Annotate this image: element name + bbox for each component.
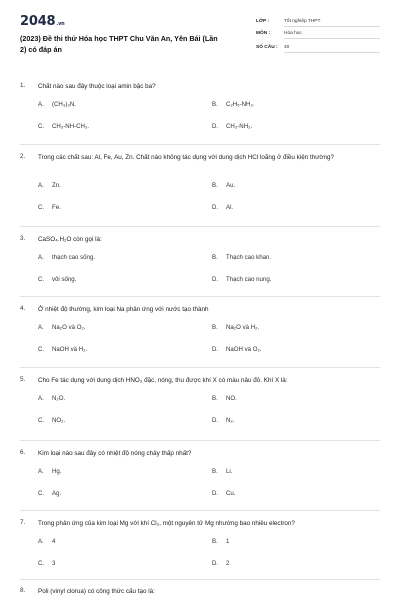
option-letter: C. bbox=[38, 346, 45, 353]
option-letter: C. bbox=[38, 560, 45, 567]
option-text: CH₃-NH₂. bbox=[226, 123, 253, 130]
option-letter: B. bbox=[212, 395, 218, 402]
question-separator bbox=[20, 579, 380, 580]
option-letter: A. bbox=[38, 468, 44, 475]
option-text: Zn. bbox=[52, 182, 61, 189]
option-letter: B. bbox=[212, 101, 218, 108]
option-letter: A. bbox=[38, 395, 44, 402]
option-text: N₂. bbox=[226, 417, 235, 424]
option-letter: C. bbox=[38, 276, 45, 283]
option-letter: C. bbox=[38, 123, 45, 130]
option-text: 1 bbox=[226, 538, 230, 545]
question-separator bbox=[20, 440, 380, 441]
option-text: NO₂. bbox=[52, 417, 66, 424]
option-text: N₂O. bbox=[52, 395, 66, 402]
option-letter: A. bbox=[38, 182, 44, 189]
option-text: Li. bbox=[226, 468, 233, 475]
option-letter: D. bbox=[212, 346, 219, 353]
option-letter: B. bbox=[212, 468, 218, 475]
option-text: Thạch cao nung. bbox=[226, 276, 272, 283]
option-text: NaOH và O₂. bbox=[226, 346, 262, 353]
meta-subject-label: MÔN : bbox=[256, 31, 271, 36]
option-letter: A. bbox=[38, 101, 44, 108]
question-text: Trong các chất sau: Al, Fe, Au, Zn. Chất nào không tác dụng với dung dịch HCl loãng ở điều kiện thường? bbox=[38, 154, 335, 161]
option-text: 3 bbox=[52, 560, 56, 567]
option-text: 4 bbox=[52, 538, 56, 545]
option-text: Al. bbox=[226, 204, 234, 211]
question-number: 2. bbox=[20, 153, 26, 160]
option-letter: C. bbox=[38, 490, 45, 497]
exam-header bbox=[0, 0, 400, 72]
option-text: vôi sống. bbox=[52, 276, 77, 283]
option-text: Fe. bbox=[52, 204, 61, 211]
option-letter: C. bbox=[38, 417, 45, 424]
option-text: 2 bbox=[226, 560, 230, 567]
option-text: NO. bbox=[226, 395, 237, 402]
option-letter: D. bbox=[212, 123, 219, 130]
meta-class-label: LỚP : bbox=[256, 19, 270, 24]
option-text: Ag. bbox=[52, 490, 62, 497]
option-text: Na₂O và H₂. bbox=[226, 324, 260, 331]
question-number: 8. bbox=[20, 587, 26, 594]
meta-count bbox=[256, 44, 380, 57]
option-text: (CH₃)₃N. bbox=[52, 101, 76, 108]
meta-count-label: SỐ CÂU : bbox=[256, 45, 278, 50]
option-text: C₂H₅-NH₂. bbox=[226, 101, 255, 108]
meta-class-value: Tốt nghiệp THPT bbox=[284, 19, 380, 27]
option-letter: B. bbox=[212, 182, 218, 189]
meta-count-value: 40 bbox=[284, 45, 380, 53]
option-text: Cu. bbox=[226, 490, 236, 497]
option-letter: D. bbox=[212, 490, 219, 497]
question-separator bbox=[20, 510, 380, 511]
option-text: Hg. bbox=[52, 468, 62, 475]
question-separator bbox=[20, 144, 380, 145]
option-letter: D. bbox=[212, 204, 219, 211]
option-text: NaOH và H₂. bbox=[52, 346, 88, 353]
option-letter: B. bbox=[212, 538, 218, 545]
question-number: 3. bbox=[20, 235, 26, 242]
question-number: 4. bbox=[20, 305, 26, 312]
option-letter: A. bbox=[38, 538, 44, 545]
option-text: Na₂O và O₂. bbox=[52, 324, 86, 331]
question-number: 6. bbox=[20, 449, 26, 456]
site-logo[interactable] bbox=[20, 14, 65, 29]
logo-text: 2048 bbox=[20, 14, 56, 29]
logo-domain: .vn bbox=[56, 21, 65, 27]
question-text: Poli (vinyl clorua) có công thức cấu tạo là: bbox=[38, 588, 155, 595]
exam-title: (2023) Đề thi thử Hóa học THPT Chu Văn An, Yên Bái (Lần 2) có đáp án bbox=[20, 34, 218, 54]
option-text: CH₃-NH-CH₃. bbox=[52, 123, 90, 130]
question-text: Chất nào sau đây thuộc loại amin bậc ba? bbox=[38, 83, 156, 90]
option-letter: D. bbox=[212, 276, 219, 283]
question-number: 1. bbox=[20, 82, 26, 89]
question-separator bbox=[20, 296, 380, 297]
option-letter: A. bbox=[38, 254, 44, 261]
question-number: 5. bbox=[20, 376, 26, 383]
question-text: CaSO₄.H₂O còn gọi là: bbox=[38, 236, 102, 243]
option-letter: B. bbox=[212, 324, 218, 331]
question-separator bbox=[20, 367, 380, 368]
option-letter: B. bbox=[212, 254, 218, 261]
option-letter: A. bbox=[38, 324, 44, 331]
option-letter: D. bbox=[212, 560, 219, 567]
option-text: Au. bbox=[226, 182, 236, 189]
question-text: Kim loại nào sau đây có nhiệt độ nóng chảy thấp nhất? bbox=[38, 450, 192, 457]
question-number: 7. bbox=[20, 519, 26, 526]
question-separator bbox=[20, 226, 380, 227]
question-text: Cho Fe tác dụng với dung dịch HNO₃ đặc, nóng, thu được khí X có màu nâu đỏ. Khí X là: bbox=[38, 377, 288, 384]
question-text: Ở nhiệt độ thường, kim loại Na phản ứng với nước tạo thành bbox=[38, 306, 209, 313]
meta-subject bbox=[256, 30, 380, 43]
option-letter: D. bbox=[212, 417, 219, 424]
meta-subject-value: Hóa học bbox=[284, 31, 380, 39]
question-text: Trong phản ứng của kim loại Mg với khí Cl₂, một nguyên tử Mg nhường bao nhiêu electron? bbox=[38, 520, 295, 527]
option-text: Thạch cao khan. bbox=[226, 254, 272, 261]
option-text: thạch cao sống. bbox=[52, 254, 96, 261]
option-letter: C. bbox=[38, 204, 45, 211]
